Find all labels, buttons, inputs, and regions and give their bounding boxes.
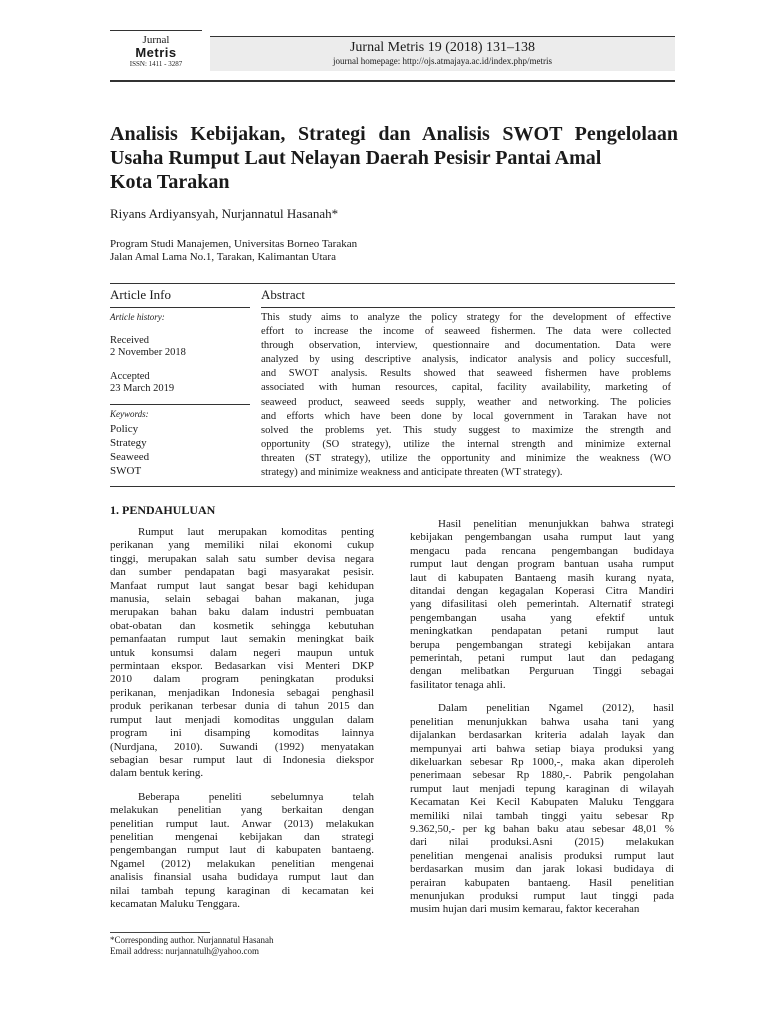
accepted-date: 23 March 2019 xyxy=(110,383,175,394)
affiliation-line: Jalan Amal Lama No.1, Tarakan, Kalimantan Utara xyxy=(110,251,336,263)
article-history xyxy=(110,335,186,395)
body-line: Dalam penelitian Ngamel (2012), hasil xyxy=(438,702,674,715)
keyword: Strategy xyxy=(110,437,147,449)
body-line: kebijakan pengembangan usaha rumput laut yang xyxy=(410,531,674,544)
received-label: Received xyxy=(110,335,150,346)
body-line: produk perikanan terbesar dunia di tahun 2015 dan xyxy=(110,700,374,713)
keywords-list xyxy=(110,422,149,478)
body-line: 2010 dalam program peningkatan produksi xyxy=(110,673,374,686)
info-top-rule xyxy=(110,283,675,284)
body-line: permintaan ekspor. Bedasarkan visi Menteri DKP xyxy=(110,660,374,673)
body-column-right xyxy=(410,518,674,927)
abstract-line: associated with human resources, capital, facility availability, marketing of xyxy=(261,382,671,394)
footnote-rule xyxy=(110,932,210,933)
body-line: melakukan penelitian yang berkaitan dengan xyxy=(110,804,374,817)
received-date: 2 November 2018 xyxy=(110,347,186,358)
keywords-label: Keywords: xyxy=(110,409,149,419)
journal-logo xyxy=(110,30,202,80)
body-line: menunjukan produksi rumput laut tinggi pada xyxy=(410,889,674,902)
body-line: ditandai dengan kegagalan Koperasi Citra Mandiri xyxy=(410,585,674,598)
body-line: musim hujan dari musim kemarau, faktor kecerahan xyxy=(410,903,640,916)
abstract-line: This study aims to analyze the policy strategy for the development of effective xyxy=(261,312,671,323)
body-line: Kecamatan Kei Kecil Kabupaten Maluku Tenggara xyxy=(410,796,674,809)
keyword: SWOT xyxy=(110,465,142,477)
body-line: memiliki nilai tambah tinggi yaitu sebesar Rp xyxy=(410,809,674,822)
body-line: Ngamel (2012) melakukan penelitian mengenai xyxy=(110,857,374,870)
title-line: Analisis Kebijakan, Strategi dan Analisis SWOT Pengelolaan xyxy=(110,123,678,145)
body-line: dijalankan berdasarkan kriteria adalah layak dan xyxy=(410,729,674,742)
body-line: tinggi, merupakan salah satu sumber devisa negara xyxy=(110,552,374,565)
body-line: mempunyai arti bahwa setiap biaya produksi yang xyxy=(410,742,674,755)
body-line: mengacu pada rencana pengembangan budidaya xyxy=(410,544,674,557)
article-history-label: Article history: xyxy=(110,312,165,322)
body-line: pemerintah, petani rumput laut dan pedagang xyxy=(410,652,674,665)
body-line: yang difasilitasi oleh pemerintah. Alternatif strategi xyxy=(410,598,674,611)
abstract-line: seaweed product, seaweed seeds supply, weather and networking. The policies xyxy=(261,396,671,408)
body-line: penelitian mengenai analisis produksi rumput laut xyxy=(410,849,674,862)
title-line: Kota Tarakan xyxy=(110,171,230,193)
body-line: dikeluarkan sebesar Rp 1000,-, maka akan diperoleh xyxy=(410,755,674,768)
body-line: penerimaan sebesar Rp 1880,-. Pabrik pengolahan xyxy=(410,769,674,782)
keyword: Policy xyxy=(110,423,139,435)
body-line: meningkatkan pendapatan petani rumput laut xyxy=(410,625,674,638)
article-info-heading: Article Info xyxy=(110,287,172,302)
body-line: dan sumber pendapatan bagi masyarakat pesisir. xyxy=(110,566,374,579)
body-line: berupa pengembangan strategi kebijakan antara xyxy=(410,638,674,651)
abstract-line: and SWOT analysis. Results showed that seaweed fishermen have problems xyxy=(261,368,671,380)
body-line: sebagian besar rumput laut di Indonesia diekspor xyxy=(110,753,374,766)
abstract-text xyxy=(261,311,671,480)
abstract-line: and efforts which have been done by local government in Tarakan have not xyxy=(261,410,671,422)
logo-name: Metris xyxy=(135,45,177,60)
email-address: Email address: nurjannatulh@yahoo.com xyxy=(110,946,260,956)
abstract-line: strategy) and minimize weakness and anticipate threaten (WT strategy). xyxy=(261,467,563,479)
body-line: perairan kabupaten bantaeng. Hasil penelitian xyxy=(410,876,674,889)
body-line: kecamatan Maluku Tenggara. xyxy=(110,897,241,910)
body-line: Rumput laut merupakan komoditas penting xyxy=(138,526,374,538)
body-line: berdasarkan musim dan jarak lokasi budidaya di xyxy=(410,863,674,876)
paragraph xyxy=(110,526,374,781)
body-line: dalam bentuk kering. xyxy=(110,767,204,780)
body-line: rumput laut menjadi komoditas unggulan dalam xyxy=(110,713,374,726)
body-line: Manfaat rumput laut sangat besar bagi kehidupan xyxy=(110,579,374,592)
body-line: untuk konsumsi dalam negeri maupun untuk xyxy=(110,646,374,659)
accepted-label: Accepted xyxy=(110,371,150,382)
body-line: 9.362,50,- per kg bahan baku atau sebesar 48,01 % xyxy=(410,822,674,835)
body-line: obat-obatan dan kosmetik sehingga kebutuhan xyxy=(110,619,374,632)
abstract-line: through observation, interview, questionnaire and documentation. Data were xyxy=(261,340,671,352)
journal-banner xyxy=(210,36,675,71)
body-line: merupakan bahan baku dalam industri pembuatan xyxy=(110,606,374,619)
abstract-line: analyzed by using descriptive analysis, indicator analysis and policy succesfull, xyxy=(261,354,671,366)
body-line: rumput laut menjadi tepung karaginan di wilayah xyxy=(410,782,674,795)
body-line: Beberapa peneliti sebelumnya telah xyxy=(138,790,374,803)
paragraph xyxy=(410,518,674,692)
article-info-rule xyxy=(110,307,250,308)
body-line: perikanan, menjadikan Indonesia sebagai penghasil xyxy=(110,686,374,699)
body-line: nilai tambah tepung karaginan di kecamatan kei xyxy=(110,884,374,897)
paragraph xyxy=(110,791,374,912)
paper-title xyxy=(110,122,678,194)
footnote xyxy=(110,935,273,957)
body-line: penelitian rumput laut. Anwar (2013) melakukan xyxy=(110,817,374,830)
logo-issn: ISSN: 1411 - 3287 xyxy=(129,60,183,68)
affiliation-line: Program Studi Manajemen, Universitas Borneo Tarakan xyxy=(110,238,358,250)
body-line: rumput laut dengan program bantuan usaha rumput xyxy=(410,558,674,571)
keywords-rule xyxy=(110,404,250,405)
corresponding-author: *Corresponding author. Nurjannatul Hasanah xyxy=(110,935,274,945)
abstract-line: solved the problems yet. This study suggest to maximize the strength and xyxy=(261,424,671,436)
body-line: pengembangan rumput laut di kabupaten bantaeng. xyxy=(110,844,374,857)
abstract-line: threaten (ST strategy), utilize the opportunity and minimize the weakness (WO xyxy=(261,452,671,464)
header-rule xyxy=(110,80,675,82)
title-line: Usaha Rumput Laut Nelayan Daerah Pesisir Pantai Amal xyxy=(110,147,602,169)
section-heading: 1. PENDAHULUAN xyxy=(110,503,216,517)
abstract-rule xyxy=(261,307,675,308)
abstract-line: opportunity (SO strategy), utilize the internal strength and minimize external xyxy=(261,438,671,450)
journal-reference: Jurnal Metris 19 (2018) 131–138 xyxy=(349,40,536,55)
paragraph xyxy=(410,702,674,917)
body-line: pemanfaatan rumput laut semakin meningkat baik xyxy=(110,633,374,646)
abstract-line: effort to increase the income of seaweed fishermen. The data were collected xyxy=(261,326,671,338)
body-column-left xyxy=(110,526,374,921)
authors: Riyans Ardiyansyah, Nurjannatul Hasanah* xyxy=(110,206,339,221)
body-line: penelitian menunjukkan bahwa usaha tani yang xyxy=(410,715,674,728)
body-line: perikanan yang memiliki nilai ekonomi cukup xyxy=(110,539,374,552)
body-line: pengembangan usaha yang efektif untuk xyxy=(410,611,674,624)
body-line: program ini disamping komoditas lainnya xyxy=(110,727,374,740)
journal-homepage: journal homepage: http://ojs.atmajaya.ac.id/index.php/metris xyxy=(333,56,552,66)
body-line: laut di kabupaten Bantaeng masih kurang nyata, xyxy=(410,571,674,584)
body-line: penelitian mengenai kebijakan dan strategi xyxy=(110,830,374,843)
abstract-heading: Abstract xyxy=(261,287,306,302)
keyword: Seaweed xyxy=(110,451,150,463)
logo-top-text: Jurnal xyxy=(142,34,170,46)
body-line: dengan melibatkan Perguruan Tinggi sebagai xyxy=(410,665,674,678)
body-line: manusia, selain sebagai bahan makanan, juga xyxy=(110,593,374,606)
info-bottom-rule xyxy=(110,486,675,487)
body-line: (Nurdjana, 2010). Suwandi (1992) menyatakan xyxy=(110,740,374,753)
body-line: dari nilai produksi.Asni (2015) melakukan xyxy=(410,836,674,849)
affiliation xyxy=(110,238,357,264)
body-line: Hasil penelitian menunjukkan bahwa strategi xyxy=(438,518,674,530)
body-line: fasilitator tenaga ahli. xyxy=(410,678,506,691)
body-line: analisis finansial usaha budidaya rumput laut dan xyxy=(110,871,374,884)
